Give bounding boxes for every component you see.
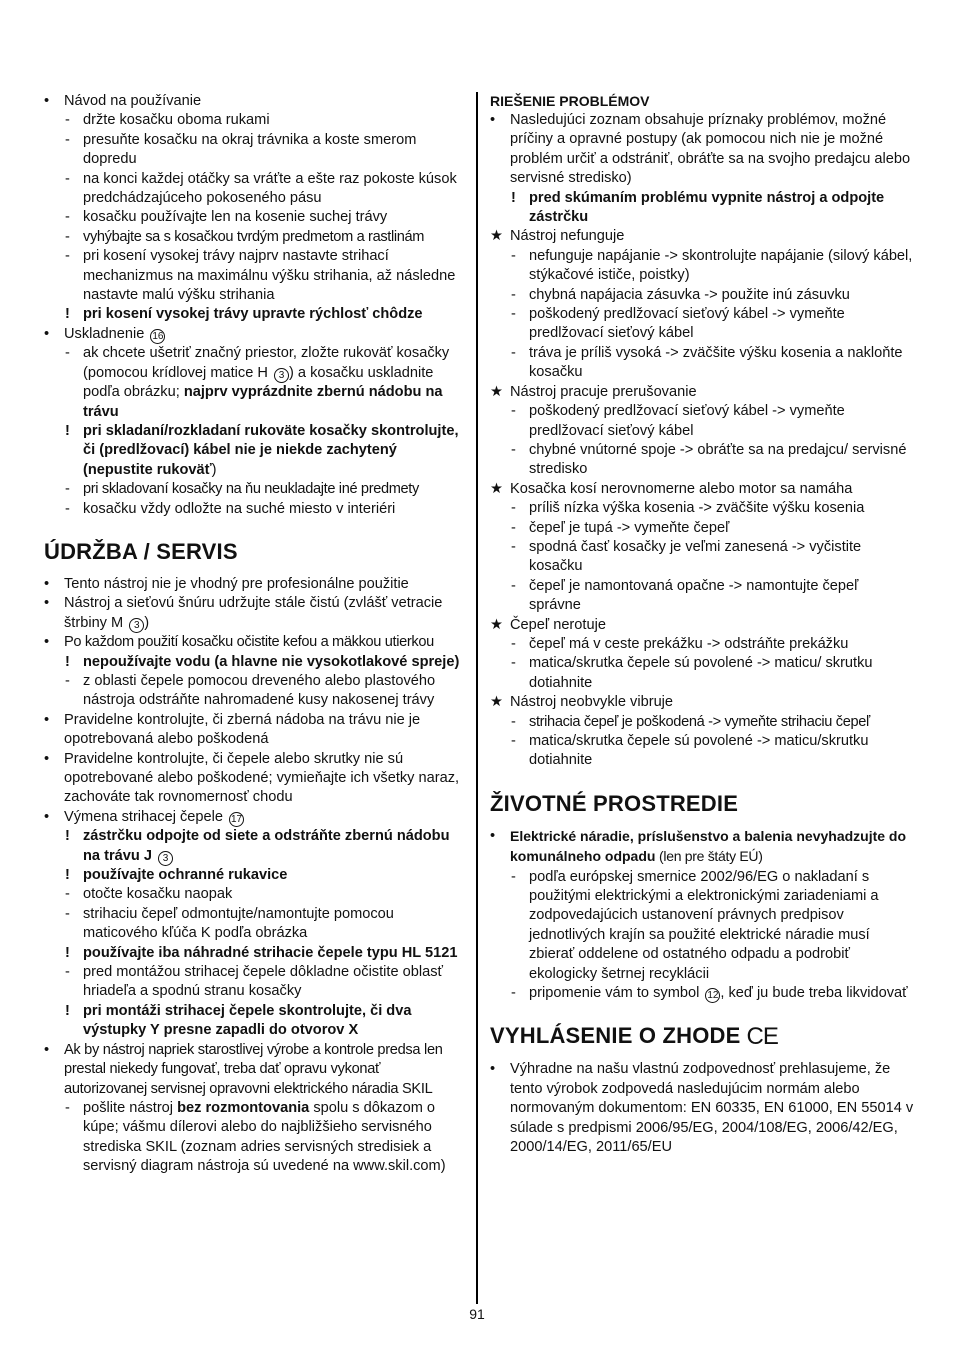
maint-bullet-7 bbox=[44, 1041, 464, 1099]
bullet-marker: • bbox=[44, 634, 49, 651]
list-marker: - bbox=[511, 441, 516, 458]
dash-marker: - bbox=[65, 345, 70, 362]
dash-marker: - bbox=[65, 672, 70, 689]
blade-warning-1-text: zástrčku odpojte od siete a odstráňte zbernú nádobu na trávu J bbox=[83, 828, 450, 864]
problem-remedy-text: nefunguje napájanie -> skontrolujte napájanie (silový kábel, stýkačové ističe, poistky) bbox=[529, 247, 913, 284]
usage-item-text: presuňte kosačku na okraj trávnika a koste smerom dopredu bbox=[83, 131, 417, 168]
maint-bullet-3-text: Po každom použití kosačku očistite kefou a mäkkou utierkou bbox=[64, 634, 434, 651]
list-marker: ★ bbox=[490, 228, 504, 245]
environment-bullet-note: (len pre štáty EÚ) bbox=[655, 848, 763, 865]
service-dash-text: pošlite nástroj bbox=[83, 1099, 178, 1116]
usage-item bbox=[44, 111, 464, 130]
blade-warning-3-text: používajte iba náhradné strihacie čepele typu HL 5121 bbox=[83, 944, 458, 961]
figure-ref: 16 bbox=[152, 330, 164, 342]
environment-dash-1 bbox=[490, 868, 914, 984]
problem-remedy-text: chybná napájacia zásuvka -> použite inú zásuvku bbox=[529, 286, 850, 303]
list-marker: - bbox=[511, 286, 516, 303]
problem-title-text: Nástroj nefunguje bbox=[510, 228, 625, 245]
problem-remedy bbox=[490, 247, 914, 286]
problem-title bbox=[490, 693, 914, 712]
usage-item bbox=[44, 131, 464, 170]
blade-dash-2 bbox=[44, 905, 464, 944]
usage-item bbox=[44, 170, 464, 209]
conformity-heading bbox=[490, 1023, 914, 1050]
list-marker: - bbox=[511, 577, 516, 594]
blade-warning-1 bbox=[44, 827, 464, 866]
list-marker: - bbox=[511, 635, 516, 652]
conformity-text: Výhradne na našu vlastnú zodpovednosť prehlasujeme, že tento výrobok zodpovedá nasledujúcim normám alebo normovaným dokumentom: EN 60335, EN 61000, EN 55014 v súlade s predpismi 2006/95/EG, 2004/108/EG, 2006/42/EG, 2000/14/EG, 2011/65/EU bbox=[510, 1061, 914, 1156]
list-marker: - bbox=[65, 500, 70, 517]
list-marker: - bbox=[511, 403, 516, 420]
problem-remedy-text: poškodený predlžovací sieťový kábel -> vymeňte predlžovací sieťový kábel bbox=[529, 306, 845, 342]
list-marker: - bbox=[511, 344, 516, 361]
problem-title-text: Nástroj pracuje prerušovanie bbox=[510, 383, 697, 400]
usage-warning-text: pri kosení vysokej trávy upravte rýchlosť chôdze bbox=[83, 306, 423, 323]
bullet-marker: • bbox=[44, 93, 50, 109]
problem-remedy bbox=[490, 577, 914, 616]
environment-dash-1-text: podľa európskej smernice 2002/96/EG o nakladaní s použitými elektrickými a elektronickými zariadeniami a zodpovedajúcich ustanovení právnych predpisov jednotlivých krajín sa použité elektrické náradie musí zbierať oddelene od ostatného odpadu a podrobiť ekologicky šetrnej recyklácii bbox=[529, 868, 879, 982]
usage-item-text: pri kosení vysokej trávy najprv nastavte strihací mechanizmus na maximálnu výšku strihania, až následne nastavte malú výšku strihania bbox=[83, 248, 456, 304]
maint-bullet-7-text: Ak by nástroj napriek starostlivej výrobe a kontrole predsa len prestal niekedy fungovať, treba dať opravu vykonať autorizovanej servisnej opravovni elektrického náradia SKIL bbox=[64, 1041, 443, 1097]
blade-warning-2-text: používajte ochranné rukavice bbox=[83, 867, 288, 884]
warning-marker: ! bbox=[65, 944, 70, 961]
list-marker: - bbox=[511, 538, 516, 555]
problem-title-text: Kosačka kosí nerovnomerne alebo motor sa namáha bbox=[510, 480, 853, 497]
dash-marker: - bbox=[511, 868, 516, 885]
warning-marker: ! bbox=[65, 1002, 70, 1019]
list-marker: ★ bbox=[490, 480, 504, 497]
maint-bullet-2-end: ) bbox=[144, 614, 150, 631]
problem-remedy bbox=[490, 713, 914, 732]
maint-bullet-2 bbox=[44, 594, 464, 633]
dash-marker: - bbox=[511, 985, 516, 1002]
problem-remedy-text: spodná časť kosačky je veľmi zanesená -> vyčistite kosačku bbox=[529, 538, 862, 575]
troubleshooting-intro bbox=[490, 111, 914, 189]
environment-bullet-bold: Elektrické náradie, príslušenstvo a balenia nevyhadzujte do komunálneho odpadu bbox=[510, 827, 907, 865]
problem-remedy-text: čepeľ je namontovaná opačne -> namontujte čepeľ správne bbox=[529, 577, 859, 614]
dash-marker: - bbox=[65, 1099, 70, 1116]
usage-item bbox=[44, 208, 464, 227]
figure-ref: 17 bbox=[231, 813, 243, 825]
blade-dash-1-text: otočte kosačku naopak bbox=[83, 886, 233, 903]
problem-title bbox=[490, 480, 914, 499]
service-dash-text-post: spolu s dôkazom o kúpe; vášmu dílerovi alebo do najbližšieho servisného strediska SKIL (zoznam adries servisných stredisiek a servisný diagram nástroja sú uvedené na www.skil.com) bbox=[83, 1099, 446, 1175]
bullet-marker: • bbox=[490, 112, 496, 128]
list-marker: - bbox=[511, 713, 516, 730]
maint-dash-clean-text: z oblasti čepele pomocou dreveného alebo plastového nástroja odstráňte nahromadené kusy nakosenej trávy bbox=[83, 672, 436, 709]
bullet-marker: • bbox=[44, 575, 50, 592]
problem-remedy-text: príliš nízka výška kosenia -> zväčšite výšku kosenia bbox=[529, 500, 865, 517]
service-dash-bold: bez rozmontovania bbox=[177, 1099, 310, 1116]
problem-remedy-text: poškodený predlžovací sieťový kábel -> vymeňte predlžovací sieťový kábel bbox=[529, 403, 845, 439]
storage-item-1 bbox=[44, 344, 464, 422]
usage-warning bbox=[44, 305, 464, 324]
blade-warning-4-text: pri montáži strihacej čepele skontrolujte, či dva výstupky Y presne zapadli do otvorov X bbox=[83, 1002, 412, 1039]
troubleshooting-heading: RIEŠENIE PROBLÉMOV bbox=[490, 93, 650, 109]
list-marker: - bbox=[511, 733, 516, 749]
bullet-marker: • bbox=[44, 711, 50, 728]
usage-item-text: kosačku používajte len na kosenie suchej trávy bbox=[83, 209, 388, 226]
problem-remedy bbox=[490, 499, 914, 518]
left-column bbox=[44, 92, 464, 1177]
problem-remedy-text: tráva je príliš vysoká -> zväčšite výšku kosenia a nakloňte kosačku bbox=[529, 344, 903, 381]
list-marker: - bbox=[65, 248, 70, 265]
dash-marker: - bbox=[65, 964, 70, 981]
blade-dash-3-text: pred montážou strihacej čepele dôkladne očistite oblasť hriadeľa a spodnú stranu kosačky bbox=[83, 964, 443, 1000]
maint-bullet-1 bbox=[44, 575, 464, 594]
maint-warning-water bbox=[44, 653, 464, 672]
conformity-bullet bbox=[490, 1060, 914, 1157]
blade-dash-2-text: strihaciu čepeľ odmontujte/namontujte pomocou maticového kľúča K podľa obrázka bbox=[83, 905, 394, 942]
problem-title bbox=[490, 383, 914, 402]
blade-warning-4 bbox=[44, 1002, 464, 1041]
bullet-marker: • bbox=[44, 595, 50, 612]
problem-remedy-text: strihacia čepeľ je poškodená -> vymeňte strihaciu čepeľ bbox=[529, 713, 870, 730]
bullet-marker: • bbox=[490, 827, 496, 844]
storage-warning-end: ) bbox=[211, 461, 217, 478]
problem-remedy-text: matica/skrutka čepele sú povolené -> maticu/ skrutku dotiahnite bbox=[529, 655, 873, 691]
list-marker: - bbox=[65, 481, 70, 498]
dash-marker: - bbox=[65, 886, 70, 903]
usage-title: Návod na používanie bbox=[64, 93, 202, 109]
problem-title bbox=[490, 227, 914, 246]
figure-ref: 3 bbox=[158, 851, 173, 866]
usage-item-text: vyhýbajte sa s kosačkou tvrdým predmetom a rastlinám bbox=[83, 228, 425, 245]
problem-remedy bbox=[490, 538, 914, 577]
maint-bullet-5-text: Pravidelne kontrolujte, či čepele alebo skrutky nie sú opotrebované alebo poškodené; vymieňajte ich všetky naraz, zachováte tak rovnomernosť chodu bbox=[64, 750, 460, 806]
storage-item-text: pri skladovaní kosačky na ňu neukladajte iné predmety bbox=[83, 481, 419, 498]
problem-remedy bbox=[490, 732, 914, 771]
bullet-marker: • bbox=[44, 750, 50, 767]
page-number: 91 bbox=[469, 1306, 485, 1322]
bullet-marker: • bbox=[44, 1041, 49, 1058]
usage-item bbox=[44, 247, 464, 305]
problem-remedy bbox=[490, 305, 914, 344]
troubleshooting-warning bbox=[490, 189, 914, 228]
problem-title-text: Nástroj neobvykle vibruje bbox=[510, 694, 674, 711]
list-marker: - bbox=[511, 655, 516, 672]
problem-remedy-text: čepeľ je tupá -> vymeňte čepeľ bbox=[529, 519, 730, 536]
blade-warning-3 bbox=[44, 944, 464, 963]
list-marker: - bbox=[65, 228, 70, 245]
problem-remedy-text: čepeľ má v ceste prekážku -> odstráňte prekážku bbox=[529, 635, 849, 652]
list-marker: ★ bbox=[490, 616, 504, 633]
troubleshooting-intro-text: Nasledujúci zoznam obsahuje príznaky problémov, možné príčiny a opravné postupy (ak pomocou nich nie je možné problém určiť a odstrániť, obráťte sa na svojho predajcu alebo servisné stredisko) bbox=[510, 112, 911, 187]
problem-remedy bbox=[490, 286, 914, 305]
storage-warning bbox=[44, 422, 464, 480]
storage-title: Uskladnenie bbox=[64, 325, 145, 342]
blade-replacement-title: Výmena strihacej čepele bbox=[64, 808, 223, 825]
usage-item-text: na konci každej otáčky sa vráťte a ešte raz pokoste kúsok predchádzajúceho pokoseného pásu bbox=[83, 170, 457, 207]
maint-bullet-4-text: Pravidelne kontrolujte, či zberná nádoba na trávu nie je opotrebovaná alebo poškodená bbox=[64, 711, 421, 748]
list-marker: ★ bbox=[490, 694, 504, 711]
problem-title-text: Čepeľ nerotuje bbox=[510, 616, 606, 633]
warning-marker: ! bbox=[511, 189, 516, 206]
problem-remedy-text: chybné vnútorné spoje -> obráťte sa na predajcu/ servisné stredisko bbox=[529, 441, 907, 478]
blade-dash-1 bbox=[44, 885, 464, 904]
problem-remedy bbox=[490, 402, 914, 441]
maint-bullet-4 bbox=[44, 711, 464, 750]
usage-item-text: držte kosačku oboma rukami bbox=[83, 112, 270, 129]
service-dash bbox=[44, 1099, 464, 1177]
problem-remedy-text: matica/skrutka čepele sú povolené -> maticu/skrutku dotiahnite bbox=[529, 733, 869, 769]
maint-bullet-1-text: Tento nástroj nie je vhodný pre profesionálne použitie bbox=[64, 575, 409, 592]
list-marker: - bbox=[65, 170, 70, 187]
maint-bullet-6 bbox=[44, 808, 464, 827]
list-marker: ★ bbox=[490, 383, 504, 400]
environment-dash-2 bbox=[490, 984, 914, 1003]
list-marker: - bbox=[511, 306, 516, 323]
bullet-marker: • bbox=[44, 325, 50, 342]
blade-warning-2 bbox=[44, 866, 464, 885]
list-marker: - bbox=[511, 519, 516, 536]
maint-bullet-3 bbox=[44, 633, 464, 652]
warning-marker: ! bbox=[65, 422, 70, 439]
warning-marker: ! bbox=[65, 867, 70, 884]
dash-marker: - bbox=[65, 905, 70, 922]
environment-heading: ŽIVOTNÉ PROSTREDIE bbox=[490, 790, 739, 816]
figure-ref: 3 bbox=[129, 618, 144, 633]
storage-item-1-bold: najprv vyprázdnite zbernú nádobu na trávu bbox=[83, 384, 443, 420]
storage-item-1-text: ak chcete ušetriť značný priestor, zložte rukoväť kosačky (pomocou krídlovej matice H bbox=[83, 345, 450, 381]
problem-remedy bbox=[490, 654, 914, 693]
storage-item bbox=[44, 480, 464, 499]
maint-warning-water-text: nepoužívajte vodu (a hlavne nie vysokotlakové spreje) bbox=[83, 653, 460, 670]
list-marker: - bbox=[511, 500, 516, 517]
maintenance-heading: ÚDRŽBA / SERVIS bbox=[44, 538, 238, 564]
problem-remedy bbox=[490, 344, 914, 383]
ce-mark-icon: CE bbox=[746, 1023, 778, 1051]
storage-warning-text: pri skladaní/rozkladaní rukoväte kosačky skontrolujte, či (predlžovací) kábel nie je niekde zachytený (nepustite rukoväť bbox=[83, 422, 459, 478]
bullet-marker: • bbox=[44, 808, 50, 825]
storage-bullet bbox=[44, 325, 464, 344]
storage-item-text: kosačku vždy odložte na suché miesto v interiéri bbox=[83, 500, 396, 517]
environment-dash-2-post: , keď ju bude treba likvidovať bbox=[720, 985, 908, 1002]
right-column bbox=[490, 92, 914, 1158]
maint-dash-clean bbox=[44, 672, 464, 711]
storage-item-1-text-mid: ) a kosačku uskladnite podľa obrázku; bbox=[83, 364, 434, 401]
figure-ref: 3 bbox=[274, 368, 289, 383]
usage-item bbox=[44, 228, 464, 247]
storage-item bbox=[44, 500, 464, 519]
troubleshooting-warning-text: pred skúmaním problému vypnite nástroj a odpojte zástrčku bbox=[529, 189, 885, 226]
list-marker: - bbox=[511, 247, 516, 264]
bullet-marker: • bbox=[490, 1061, 496, 1078]
maint-bullet-5 bbox=[44, 750, 464, 808]
conformity-heading-text: VYHLÁSENIE O ZHODE bbox=[490, 1023, 741, 1049]
maint-bullet-2-text: Nástroj a sieťovú šnúru udržujte stále čistú (zvlášť vetracie štrbiny M bbox=[64, 595, 443, 631]
problem-remedy bbox=[490, 441, 914, 480]
warning-marker: ! bbox=[65, 828, 70, 845]
warning-marker: ! bbox=[65, 306, 70, 323]
warning-marker: ! bbox=[65, 653, 70, 670]
usage-bullet bbox=[44, 92, 464, 111]
blade-dash-3 bbox=[44, 963, 464, 1002]
problem-title bbox=[490, 616, 914, 635]
environment-bullet bbox=[490, 827, 914, 868]
list-marker: - bbox=[65, 209, 70, 226]
problem-remedy bbox=[490, 519, 914, 538]
list-marker: - bbox=[65, 112, 70, 129]
environment-dash-2-text: pripomenie vám to symbol bbox=[529, 985, 704, 1002]
figure-ref: 12 bbox=[707, 990, 719, 1002]
list-marker: - bbox=[65, 131, 70, 148]
column-divider bbox=[476, 92, 478, 1304]
problem-remedy bbox=[490, 635, 914, 654]
